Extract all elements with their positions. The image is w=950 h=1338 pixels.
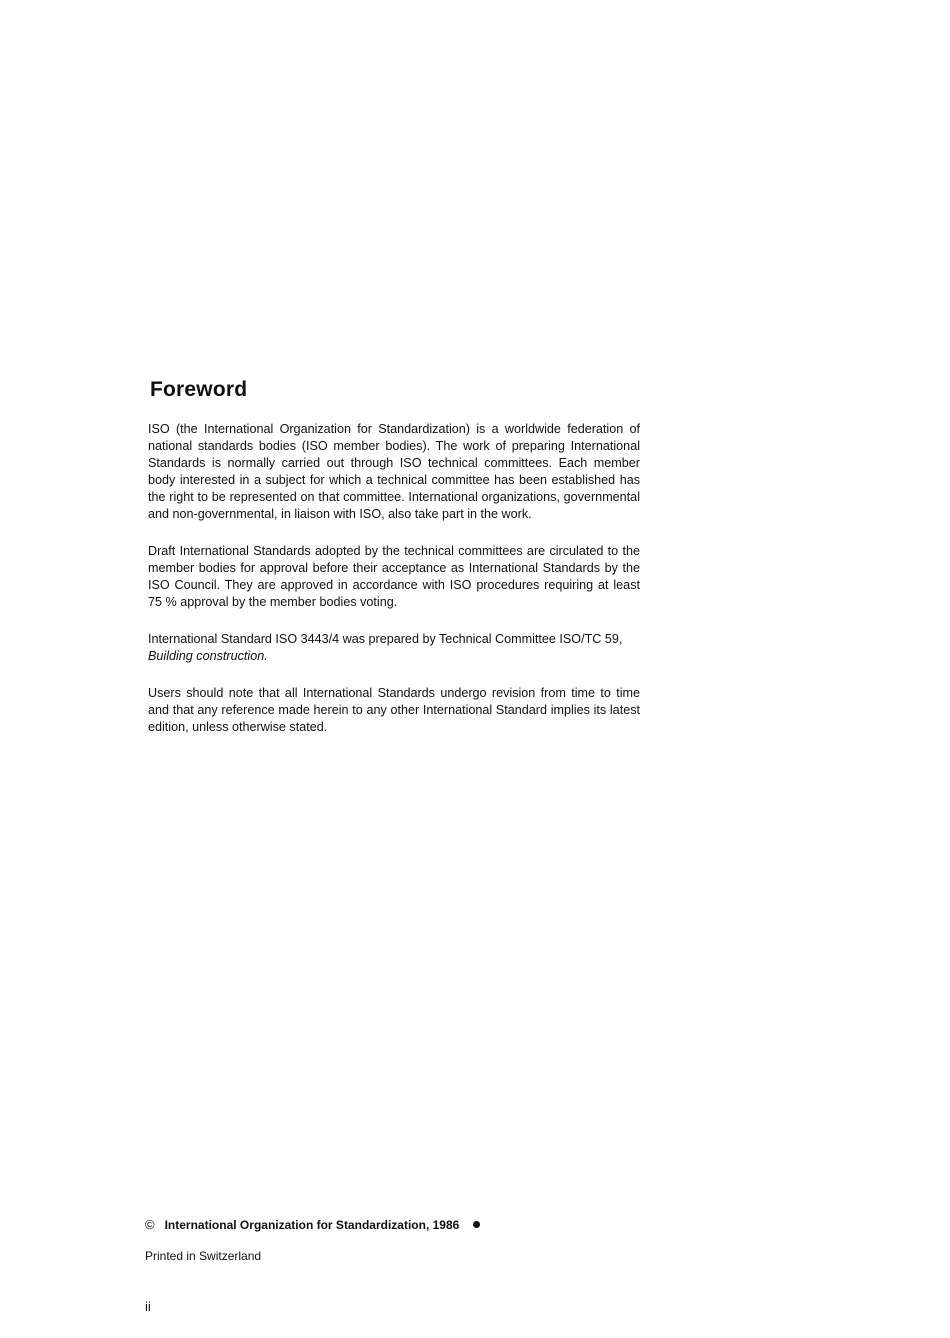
paragraph-preparation <box>148 631 640 665</box>
paragraph-revision-note: Users should note that all International Standards undergo revision from time to time and that any reference made herein to any other International Standard implies its latest edition, unless otherwise stated. <box>148 686 640 734</box>
page-number: ii <box>145 1299 151 1314</box>
copyright-line <box>145 1217 480 1232</box>
foreword-heading: Foreword <box>150 378 248 401</box>
paragraph-draft-standards: Draft International Standards adopted by the technical committees are circulated to the member bodies for approval before their acceptance as International Standards by the ISO Council. They are approved in accordance with ISO procedures requiring at least 75 % approval by the member bodies voting. <box>148 544 640 609</box>
copyright-icon: © <box>145 1217 155 1232</box>
committee-title: Building construction. <box>148 649 268 663</box>
bullet-icon <box>473 1221 480 1228</box>
preparation-text: International Standard ISO 3443/4 was prepared by Technical Committee ISO/TC 59, <box>148 632 623 646</box>
paragraph-iso-description: ISO (the International Organization for Standardization) is a worldwide federation of national standards bodies (ISO member bodies). The work of preparing International Standards is normally carried out through ISO technical committees. Each member body interested in a subject for which a technical committee has been established has the right to be represented on that committee. International organizations, governmental and non-governmental, in liaison with ISO, also take part in the work. <box>148 422 640 521</box>
foreword-body <box>148 421 640 736</box>
copyright-text: International Organization for Standardization, 1986 <box>164 1218 460 1232</box>
printed-location: Printed in Switzerland <box>145 1249 262 1263</box>
